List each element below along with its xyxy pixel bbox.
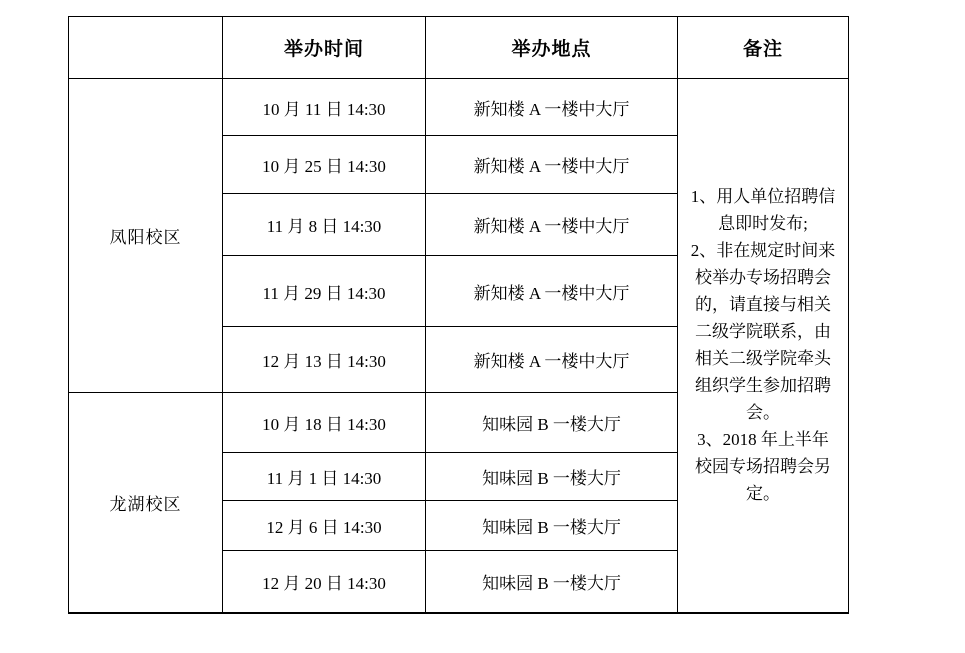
schedule-sheet <box>68 16 849 614</box>
remark-line: 的，请直接与相关 <box>695 295 831 315</box>
location-cell: 新知楼 A 一楼中大厅 <box>426 256 678 327</box>
remark-line: 定。 <box>746 484 780 504</box>
time-cell: 11 月 8 日 14:30 <box>223 194 426 256</box>
table-row <box>69 79 849 136</box>
location-cell: 新知楼 A 一楼中大厅 <box>426 194 678 256</box>
time-cell: 10 月 11 日 14:30 <box>223 79 426 136</box>
time-cell: 12 月 6 日 14:30 <box>223 501 426 551</box>
remarks-cell <box>678 79 849 613</box>
location-cell: 新知楼 A 一楼中大厅 <box>426 136 678 194</box>
header-campus-blank <box>69 17 223 79</box>
header-location: 举办地点 <box>426 17 678 79</box>
remark-line: 息即时发布; <box>718 214 808 234</box>
time-cell: 11 月 1 日 14:30 <box>223 453 426 501</box>
location-cell: 新知楼 A 一楼中大厅 <box>426 327 678 393</box>
remark-line: 1、用人单位招聘信 <box>690 187 836 207</box>
remark-line: 2、非在规定时间来 <box>690 241 836 261</box>
time-cell: 12 月 20 日 14:30 <box>223 551 426 613</box>
remark-line: 会。 <box>746 403 780 423</box>
campus-cell-longhu: 龙湖校区 <box>69 393 223 613</box>
location-cell: 知味园 B 一楼大厅 <box>426 453 678 501</box>
time-cell: 10 月 18 日 14:30 <box>223 393 426 453</box>
header-remark: 备注 <box>678 17 849 79</box>
remark-line: 3、2018 年上半年 <box>697 430 829 450</box>
header-time: 举办时间 <box>223 17 426 79</box>
remark-line: 相关二级学院牵头 <box>695 349 831 369</box>
location-cell: 知味园 B 一楼大厅 <box>426 551 678 613</box>
location-cell: 知味园 B 一楼大厅 <box>426 393 678 453</box>
remark-line: 校举办专场招聘会 <box>695 268 831 288</box>
time-cell: 12 月 13 日 14:30 <box>223 327 426 393</box>
recruitment-schedule-table <box>68 16 849 614</box>
remark-line: 校园专场招聘会另 <box>695 457 831 477</box>
location-cell: 新知楼 A 一楼中大厅 <box>426 79 678 136</box>
location-cell: 知味园 B 一楼大厅 <box>426 501 678 551</box>
campus-cell-fengyang: 凤阳校区 <box>69 79 223 393</box>
remark-line: 组织学生参加招聘 <box>695 376 831 396</box>
remarks-text <box>678 183 848 507</box>
time-cell: 10 月 25 日 14:30 <box>223 136 426 194</box>
remark-line: 二级学院联系，由 <box>695 322 831 342</box>
header-row <box>69 17 849 79</box>
time-cell: 11 月 29 日 14:30 <box>223 256 426 327</box>
